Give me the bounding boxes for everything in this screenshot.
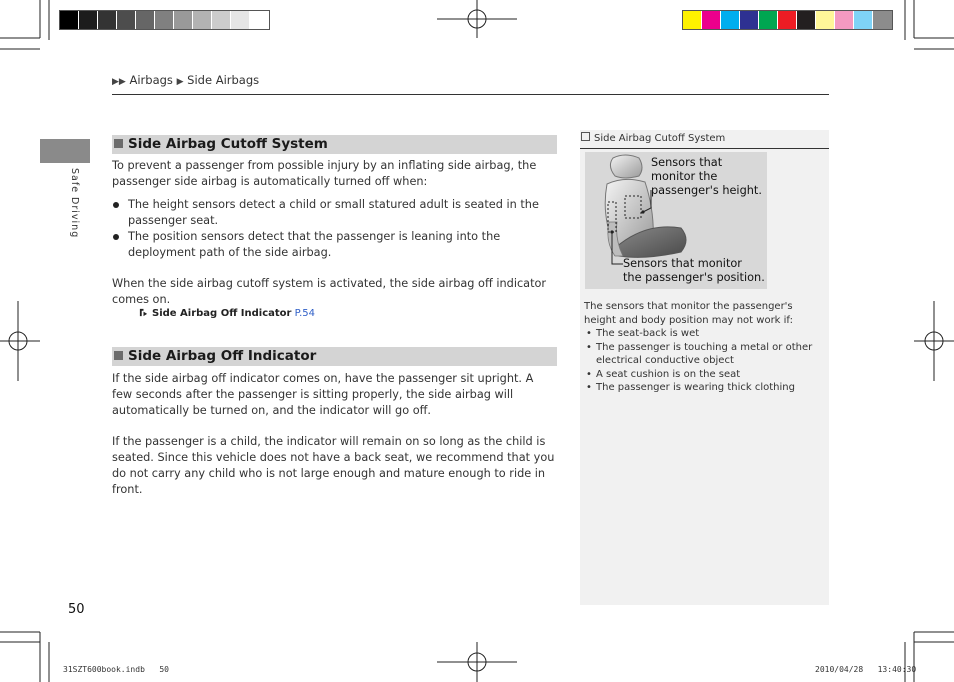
color-swatch bbox=[79, 11, 98, 29]
header-rule bbox=[112, 94, 829, 95]
section-heading-cutoff bbox=[112, 135, 557, 154]
panel-heading bbox=[580, 132, 725, 144]
indicator-text-1: If the side airbag off indicator comes on, have the passenger sit upright. A few seconds after the passenger is sitting properly, the side airbag will automatically be turned on, and the indicator will go off. bbox=[112, 372, 534, 417]
position-sensor-label bbox=[623, 257, 765, 285]
seat-sensor-figure bbox=[585, 152, 767, 289]
color-swatch bbox=[98, 11, 117, 29]
list-item: • The seat-back is wet bbox=[584, 327, 824, 341]
color-swatch bbox=[740, 11, 759, 29]
color-swatch bbox=[721, 11, 740, 29]
color-swatch bbox=[835, 11, 854, 29]
list-item: • A seat cushion is on the seat bbox=[584, 368, 824, 382]
color-swatch bbox=[854, 11, 873, 29]
cross-reference[interactable] bbox=[139, 308, 315, 319]
cutoff-bullet-list bbox=[112, 197, 557, 261]
process-color-bar bbox=[682, 10, 893, 30]
height-sensor-label bbox=[651, 156, 762, 198]
color-swatch bbox=[231, 11, 250, 29]
activated-paragraph bbox=[112, 276, 557, 308]
color-swatch bbox=[702, 11, 721, 29]
breadcrumb-item-airbags[interactable]: Airbags bbox=[129, 73, 173, 87]
activated-text: When the side airbag cutoff system is activated, the side airbag off indicator comes on. bbox=[112, 277, 547, 306]
color-swatch bbox=[873, 11, 892, 29]
section-title: Side Airbag Cutoff System bbox=[128, 136, 328, 152]
list-item: • The passenger is touching a metal or other electrical conductive object bbox=[584, 341, 824, 368]
square-bullet-icon bbox=[114, 351, 123, 360]
color-swatch bbox=[193, 11, 212, 29]
list-item: The position sensors detect that the passenger is leaning into the deployment path of the side airbag. bbox=[112, 229, 557, 261]
color-swatch bbox=[778, 11, 797, 29]
color-swatch bbox=[816, 11, 835, 29]
indicator-paragraph-2 bbox=[112, 434, 557, 498]
color-swatch bbox=[117, 11, 136, 29]
list-item: • The passenger is wearing thick clothing bbox=[584, 381, 824, 395]
notes-intro: The sensors that monitor the passenger's height and body position may not work if: bbox=[584, 301, 793, 326]
color-swatch bbox=[759, 11, 778, 29]
color-swatch bbox=[136, 11, 155, 29]
print-slug-timestamp: 2010/04/28 13:40:30 bbox=[815, 665, 917, 674]
print-slug-file: 31SZT600book.indb 50 bbox=[63, 665, 169, 674]
panel-heading-text: Side Airbag Cutoff System bbox=[594, 133, 726, 144]
color-swatch bbox=[174, 11, 193, 29]
color-swatch bbox=[60, 11, 79, 29]
chapter-tab bbox=[40, 139, 90, 163]
breadcrumb-item-side-airbags[interactable]: Side Airbags bbox=[187, 73, 260, 87]
chapter-label: Safe Driving bbox=[69, 168, 80, 239]
label-line: passenger's height. bbox=[651, 184, 762, 197]
label-line: Sensors that bbox=[651, 156, 723, 169]
section-heading-indicator bbox=[112, 347, 557, 366]
indicator-paragraph-1 bbox=[112, 371, 557, 419]
label-line: Sensors that monitor bbox=[623, 257, 742, 270]
color-swatch bbox=[683, 11, 702, 29]
reference-page-link[interactable]: P.54 bbox=[294, 308, 316, 319]
sensor-notes bbox=[584, 300, 824, 395]
label-line: the passenger's position. bbox=[623, 271, 765, 284]
color-swatch bbox=[212, 11, 231, 29]
color-swatch bbox=[250, 11, 269, 29]
reference-label: Side Airbag Off Indicator bbox=[152, 308, 292, 319]
breadcrumb bbox=[112, 73, 259, 87]
intro-text: To prevent a passenger from possible injury by an inflating side airbag, the passenger side airbag is automatically turned off when: bbox=[112, 159, 537, 188]
indicator-text-2: If the passenger is a child, the indicator will remain on so long as the child is seated. Since this vehicle does not have a back seat, we recommend that you do not carry any child who is not large enough and mature enough to ride in front. bbox=[112, 435, 555, 496]
section-title: Side Airbag Off Indicator bbox=[128, 348, 317, 364]
label-line: monitor the bbox=[651, 170, 718, 183]
page-number: 50 bbox=[68, 602, 85, 617]
square-bullet-icon bbox=[114, 139, 123, 148]
color-swatch bbox=[155, 11, 174, 29]
reference-arrow-icon bbox=[139, 308, 148, 317]
gray-color-bar bbox=[59, 10, 270, 30]
list-item: The height sensors detect a child or small statured adult is seated in the passenger seat. bbox=[112, 197, 557, 229]
panel-rule bbox=[580, 148, 829, 149]
cutoff-intro bbox=[112, 158, 557, 190]
breadcrumb-arrow-icon: ▶ bbox=[176, 77, 184, 87]
note-box-icon bbox=[581, 132, 590, 141]
breadcrumb-arrow-icon: ▶▶ bbox=[112, 77, 126, 87]
color-swatch bbox=[797, 11, 816, 29]
